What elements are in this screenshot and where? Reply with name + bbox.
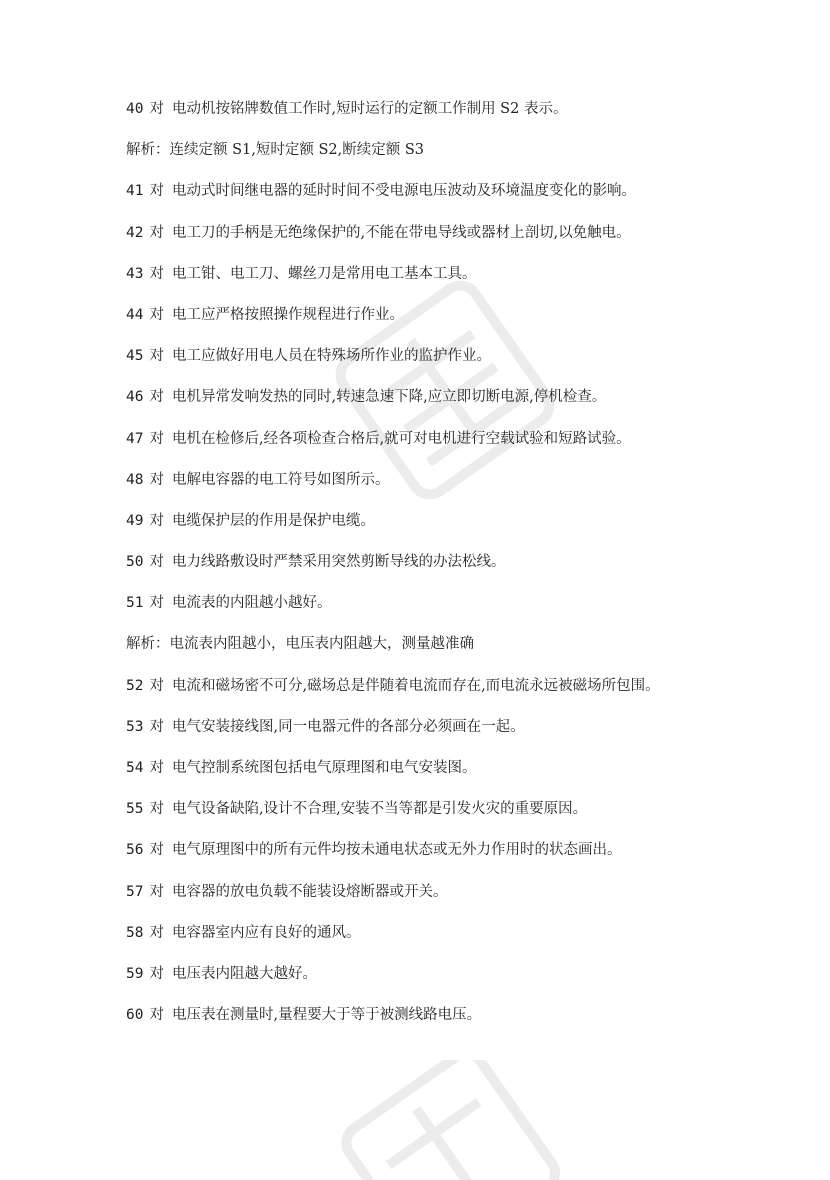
question-item: [126, 1004, 716, 1027]
question-item: [126, 839, 716, 862]
question-text: 电力线路敷设时严禁采用突然剪断导线的办法松线。: [171, 554, 506, 571]
analysis-label: 解析：: [126, 636, 170, 653]
answer-mark: 对: [149, 265, 164, 282]
watermark-stamp-icon: [330, 1060, 560, 1180]
question-number: 56: [126, 842, 144, 859]
question-item: [126, 963, 716, 986]
question-text: 电压表在测量时,量程要大于等于被测线路电压。: [171, 1007, 482, 1024]
answer-mark: 对: [149, 183, 164, 200]
question-number: 42: [126, 224, 144, 241]
question-text: 电流和磁场密不可分,磁场总是伴随着电流而存在,而电流永远被磁场所包围。: [171, 677, 660, 694]
question-number: 45: [126, 348, 144, 365]
question-number: 59: [126, 965, 144, 982]
question-item: [126, 798, 716, 821]
question-number: 53: [126, 718, 144, 735]
question-item: [126, 222, 716, 245]
question-item: [126, 98, 716, 121]
answer-mark: 对: [149, 842, 164, 859]
question-text: 电机在检修后,经各项检查合格后,就可对电机进行空载试验和短路试验。: [171, 430, 631, 447]
question-text: 电动式时间继电器的延时时间不受电源电压波动及环境温度变化的影响。: [171, 183, 636, 200]
question-item: [126, 716, 716, 739]
analysis-label: 解析：: [126, 142, 170, 159]
answer-mark: 对: [149, 801, 164, 818]
question-text: 电气安装接线图,同一电器元件的各部分必须画在一起。: [171, 718, 525, 735]
question-item: [126, 386, 716, 409]
answer-mark: 对: [149, 924, 164, 941]
answer-mark: 对: [149, 595, 164, 612]
question-number: 60: [126, 1007, 144, 1024]
question-text: 电压表内阻越大越好。: [171, 965, 317, 982]
question-number: 46: [126, 389, 144, 406]
analysis-note: [126, 139, 716, 162]
answer-mark: 对: [149, 306, 164, 323]
analysis-text: 连续定额 S1,短时定额 S2,断续定额 S3: [169, 142, 425, 159]
answer-mark: 对: [149, 224, 164, 241]
question-number: 40: [126, 101, 144, 117]
question-number: 57: [126, 883, 144, 900]
question-list: [126, 98, 716, 1045]
question-item: [126, 922, 716, 945]
question-text: 电解电容器的电工符号如图所示。: [171, 471, 390, 488]
answer-mark: 对: [149, 348, 164, 365]
question-text: 电工应严格按照操作规程进行作业。: [171, 306, 404, 323]
question-item: [126, 510, 716, 533]
answer-mark: 对: [149, 677, 164, 694]
question-number: 44: [126, 306, 144, 323]
question-item: [126, 757, 716, 780]
question-number: 55: [126, 801, 144, 818]
question-item: [126, 469, 716, 492]
question-text: 电工钳、电工刀、螺丝刀是常用电工基本工具。: [171, 265, 477, 282]
question-item: [126, 881, 716, 904]
question-number: 47: [126, 430, 144, 447]
question-number: 48: [126, 471, 144, 488]
answer-mark: 对: [149, 101, 164, 117]
question-text: 电动机按铭牌数值工作时,短时运行的定额工作制用 S2 表示。: [171, 101, 568, 117]
question-text: 电容器室内应有良好的通风。: [171, 924, 361, 941]
question-number: 50: [126, 554, 144, 571]
question-text: 电气控制系统图包括电气原理图和电气安装图。: [171, 760, 477, 776]
question-number: 51: [126, 595, 144, 612]
analysis-text: 电流表内阻越小，电压表内阻越大，测量越准确: [169, 636, 474, 653]
answer-mark: 对: [149, 512, 164, 529]
answer-mark: 对: [149, 389, 164, 406]
answer-mark: 对: [149, 883, 164, 900]
answer-mark: 对: [149, 965, 164, 982]
analysis-note: [126, 633, 716, 656]
question-text: 电工应做好用电人员在特殊场所作业的监护作业。: [171, 348, 491, 365]
question-number: 52: [126, 677, 144, 694]
question-item: [126, 551, 716, 574]
question-number: 49: [126, 512, 144, 529]
question-number: 54: [126, 760, 144, 776]
answer-mark: 对: [149, 430, 164, 447]
answer-mark: 对: [149, 760, 164, 776]
question-item: [126, 345, 716, 368]
question-number: 58: [126, 924, 144, 941]
question-text: 电容器的放电负载不能装设熔断器或开关。: [171, 883, 448, 900]
question-item: [126, 592, 716, 615]
question-number: 43: [126, 265, 144, 282]
question-item: [126, 263, 716, 286]
question-text: 电气原理图中的所有元件均按未通电状态或无外力作用时的状态画出。: [171, 842, 622, 859]
question-text: 电机异常发响发热的同时,转速急速下降,应立即切断电源,停机检查。: [171, 389, 607, 406]
question-item: [126, 428, 716, 451]
question-number: 41: [126, 183, 144, 200]
question-text: 电流表的内阻越小越好。: [171, 595, 332, 612]
question-text: 电工刀的手柄是无绝缘保护的,不能在带电导线或器材上剖切,以免触电。: [171, 224, 631, 241]
question-item: [126, 675, 716, 698]
answer-mark: 对: [149, 718, 164, 735]
answer-mark: 对: [149, 554, 164, 571]
answer-mark: 对: [149, 471, 164, 488]
question-item: [126, 304, 716, 327]
question-text: 电缆保护层的作用是保护电缆。: [171, 512, 375, 529]
question-text: 电气设备缺陷,设计不合理,安装不当等都是引发火灾的重要原因。: [171, 801, 588, 818]
answer-mark: 对: [149, 1007, 164, 1024]
question-item: [126, 180, 716, 203]
